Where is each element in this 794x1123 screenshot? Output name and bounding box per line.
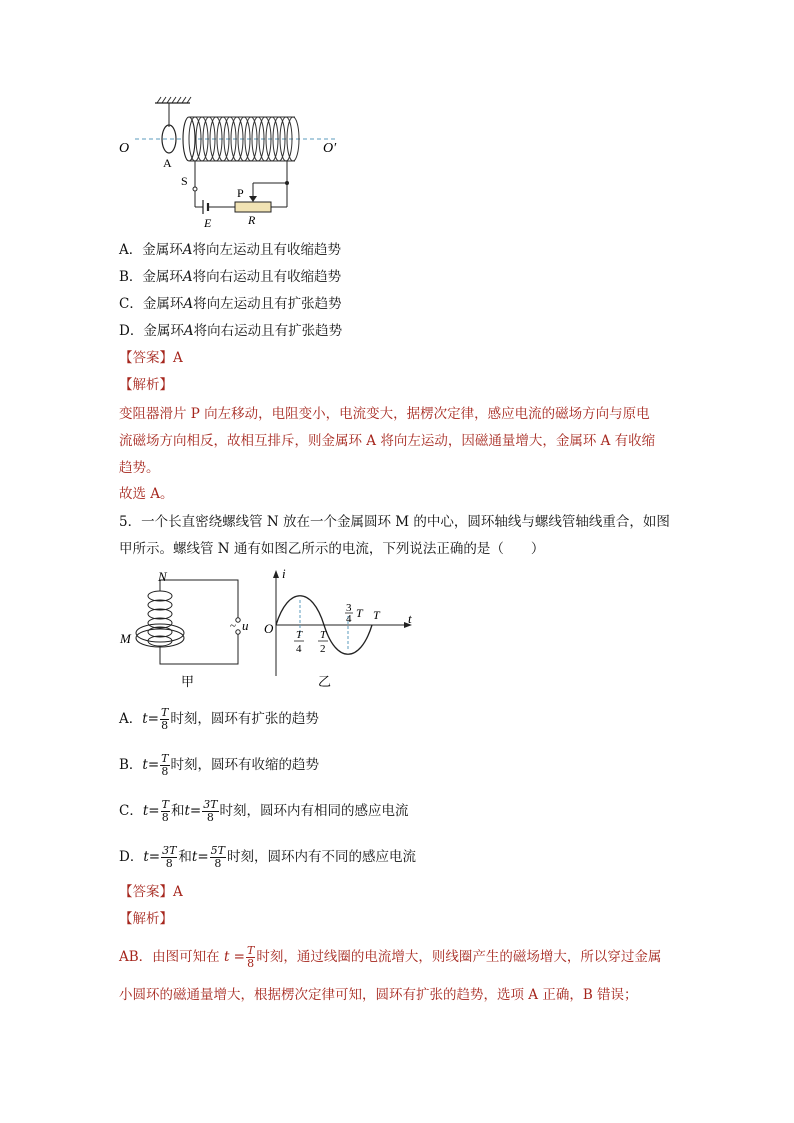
- q5-stem: 5．一个长直密绕螺线管 N 放在一个金属圆环 M 的中心，圆环轴线与螺线管轴线重合，如图: [119, 514, 670, 530]
- q5-option-b: B．t= $\frac{T}{8}$ 时刻，圆环有收缩的趋势: [119, 752, 320, 778]
- q4-option-a: A．金属环A将向左运动且有收缩趋势: [119, 242, 341, 258]
- label-S: S: [181, 174, 188, 188]
- label-P: P: [237, 186, 244, 200]
- tick-quarter-num: T: [296, 629, 303, 641]
- q5-answer: 【答案】A: [119, 884, 183, 900]
- q4-option-c: C．金属环A将向左运动且有扩张趋势: [119, 296, 342, 312]
- tick-quarter-den: 4: [296, 643, 302, 655]
- q5-option-d: D．t= $\frac{3T}{8}$ 和t= $\frac{5T}{8}$ 时刻，圆环内有不同的感应电流: [119, 844, 417, 870]
- q5-analysis-label: 【解析】: [119, 911, 173, 927]
- tick-3-4-num: 3: [346, 602, 352, 614]
- caption-jia: 甲: [181, 674, 195, 689]
- tick-half-den: 2: [320, 643, 326, 655]
- label-E: E: [204, 216, 212, 230]
- q5-stem: 甲所示。螺线管 N 通有如图乙所示的电流，下列说法正确的是（ ）: [119, 541, 545, 557]
- q4-analysis-label: 【解析】: [119, 377, 173, 393]
- q4-conclusion: 故选 A。: [119, 486, 174, 502]
- label-M: M: [120, 631, 131, 646]
- label-t: t: [408, 611, 412, 626]
- label-R: R: [248, 213, 256, 227]
- label-N: N: [158, 569, 167, 584]
- solenoid-ring-figure-jia: [118, 568, 248, 690]
- solenoid-circuit-figure: [115, 95, 355, 235]
- q4-option-d: D．金属环A将向右运动且有扩张趋势: [119, 323, 343, 339]
- label-origin: O: [264, 621, 274, 636]
- current-graph-yi: [262, 566, 422, 690]
- q5-option-c: C．t= $\frac{T}{8}$ 和t= $\frac{3T}{8}$ 时刻，圆环内有相同的感应电流: [119, 798, 409, 824]
- label-i: i: [282, 566, 286, 581]
- q5-analysis-line: 小圆环的磁通量增大，根据楞次定律可知，圆环有扩张的趋势，选项 A 正确，B 错误；: [119, 987, 638, 1003]
- tick-3-4-var: T: [356, 606, 363, 620]
- q4-option-b: B．金属环A将向右运动且有收缩趋势: [119, 269, 342, 285]
- label-O-prime: O′: [323, 141, 337, 156]
- label-A: A: [163, 156, 172, 170]
- q4-analysis-line: 变阻器滑片 P 向左移动，电阻变小，电流变大，据楞次定律，感应电流的磁场方向与原电: [119, 406, 650, 422]
- q4-analysis-line: 趋势。: [119, 460, 160, 476]
- tick-T: T: [373, 608, 380, 622]
- caption-yi: 乙: [318, 674, 332, 689]
- svg-text:~: ~: [230, 620, 236, 632]
- tick-3-4-den: 4: [346, 613, 352, 625]
- label-u: u: [242, 618, 248, 633]
- q5-analysis-line: AB．由图可知在 t = $\frac{T}{8}$ 时刻，通过线圈的电流增大，则线圈产生的磁场增大，所以穿过金属: [119, 944, 662, 970]
- label-O: O: [119, 141, 130, 156]
- q4-answer: 【答案】A: [119, 350, 183, 366]
- q4-analysis-line: 流磁场方向相反，故相互排斥，则金属环 A 将向左运动，因磁通量增大，金属环 A 有收缩: [119, 433, 656, 449]
- tick-half-num: T: [320, 629, 327, 641]
- q5-option-a: A．t= $\frac{T}{8}$ 时刻，圆环有扩张的趋势: [119, 706, 319, 732]
